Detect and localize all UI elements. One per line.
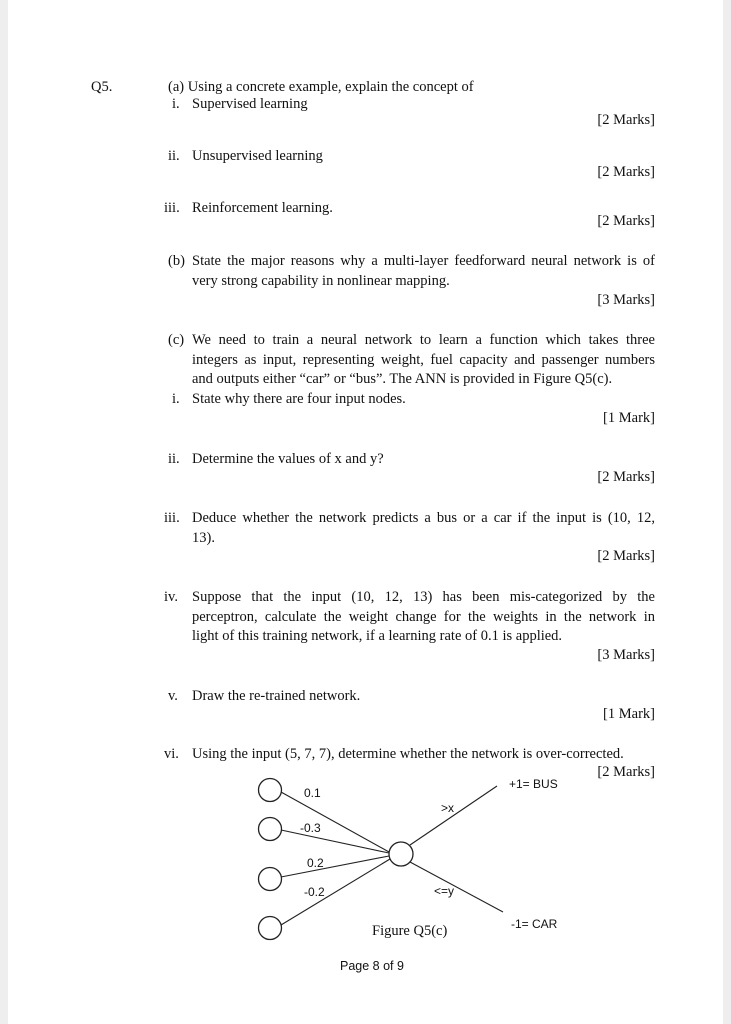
weight-edge-4 — [281, 859, 390, 925]
weight-label-4: -0.2 — [304, 885, 325, 899]
part-c-item-ii-label: ii. — [168, 451, 180, 467]
weight-edge-1 — [281, 792, 389, 852]
part-b-label: (b) — [168, 253, 185, 269]
part-a-item-ii-marks: [2 Marks] — [597, 164, 655, 180]
part-a-item-iii-text: Reinforcement learning. — [192, 200, 333, 216]
part-c-item-iii-marks: [2 Marks] — [597, 548, 655, 564]
page-number: Page 8 of 9 — [340, 959, 404, 973]
part-b-line: State the major reasons why a multi-layer feedforward neural network is of — [192, 253, 655, 269]
part-a-item-ii-text: Unsupervised learning — [192, 148, 323, 164]
part-b-line: very strong capability in nonlinear mapping. — [192, 272, 450, 289]
car-output-label: -1= CAR — [511, 917, 558, 931]
upper-threshold-label: >x — [441, 801, 455, 815]
part-c-item-iii-label: iii. — [164, 510, 180, 526]
part-c-item-i-text: State why there are four input nodes. — [192, 391, 406, 407]
part-c-line: and outputs either “car” or “bus”. The ANN is provided in Figure Q5(c). — [192, 371, 613, 387]
part-c-item-iv-line: perceptron, calculate the weight change for the weights in the network in — [192, 608, 655, 625]
part-c-item-ii-text: Determine the values of x and y? — [192, 451, 384, 467]
part-c-line: We need to train a neural network to learn a function which takes three — [192, 332, 655, 348]
part-a-item-i-marks: [2 Marks] — [597, 112, 655, 128]
part-a-item-ii-label: ii. — [168, 148, 180, 164]
part-c-item-iv-marks: [3 Marks] — [597, 647, 655, 663]
part-a-item-iii-label: iii. — [164, 200, 180, 216]
car-output-line — [410, 862, 503, 912]
weight-edge-2 — [281, 830, 389, 853]
part-c-item-ii-marks: [2 Marks] — [597, 469, 655, 485]
part-c-item-vi-marks: [2 Marks] — [597, 764, 655, 780]
bus-output-label: +1= BUS — [509, 777, 558, 791]
part-b-marks: [3 Marks] — [597, 292, 655, 308]
part-c-item-iv-line: Suppose that the input (10, 12, 13) has been mis-categorized by the — [192, 589, 655, 605]
part-c-item-vi-text: Using the input (5, 7, 7), determine whether the network is over-corrected. — [192, 746, 624, 762]
weight-label-2: -0.3 — [300, 821, 321, 835]
part-c-line: integers as input, representing weight, fuel capacity and passenger numbers — [192, 351, 655, 368]
part-c-item-vi-label: vi. — [164, 746, 179, 762]
question-number: Q5. — [91, 79, 113, 95]
part-a-intro: (a) Using a concrete example, explain the concept of — [168, 79, 474, 95]
part-c-label: (c) — [168, 332, 185, 348]
part-a-item-i-label: i. — [172, 96, 180, 112]
part-c-item-i-marks: [1 Mark] — [603, 410, 655, 426]
part-c-item-v-text: Draw the re-trained network. — [192, 688, 361, 704]
part-c-item-v-label: v. — [168, 688, 178, 704]
part-a-item-iii-marks: [2 Marks] — [597, 213, 655, 229]
part-c-item-v-marks: [1 Mark] — [603, 706, 655, 722]
weight-label-3: 0.2 — [307, 856, 324, 870]
part-c-item-iii-line: 13). — [192, 529, 215, 546]
output-node — [389, 842, 413, 866]
input-node-4 — [259, 917, 282, 940]
part-c-item-iv-line: light of this training network, if a learning rate of 0.1 is applied. — [192, 628, 563, 644]
part-c-item-iv-label: iv. — [164, 589, 178, 605]
input-node-3 — [259, 868, 282, 891]
figure-caption: Figure Q5(c) — [372, 923, 448, 939]
input-node-1 — [259, 779, 282, 802]
input-node-2 — [259, 818, 282, 841]
weight-edge-3 — [281, 856, 389, 877]
weight-label-1: 0.1 — [304, 786, 321, 800]
part-c-item-iii-line: Deduce whether the network predicts a bus or a car if the input is (10, 12, — [192, 510, 655, 526]
part-a-item-i-text: Supervised learning — [192, 96, 308, 112]
lower-threshold-label: <=y — [434, 884, 455, 898]
part-c-item-i-label: i. — [172, 391, 180, 407]
bus-output-line — [410, 786, 497, 845]
